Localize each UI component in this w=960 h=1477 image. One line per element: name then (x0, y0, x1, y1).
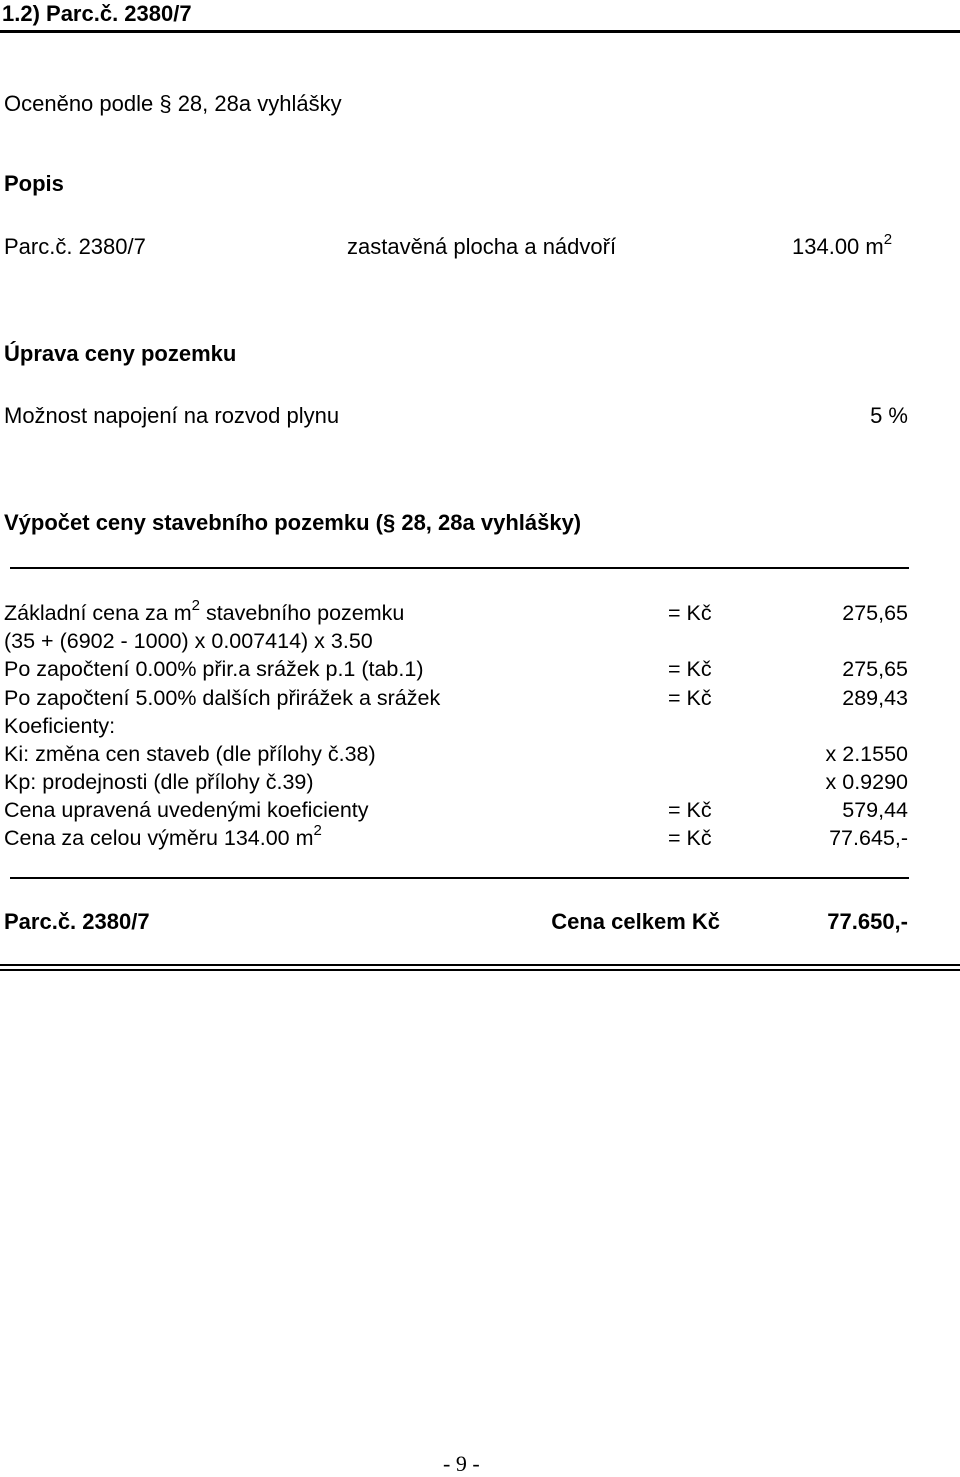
step1-value: 275,65 (842, 657, 908, 681)
coefficients-heading: Koeficienty: (4, 714, 116, 738)
ki-value: x 2.1550 (825, 742, 908, 766)
summary-value: 77.650,- (827, 909, 908, 934)
section-title: 1.2) Parc.č. 2380/7 (2, 1, 192, 26)
base-price-value: 275,65 (842, 601, 908, 625)
adjustment-value: 5 % (870, 403, 908, 428)
total-area-eq: = Kč (668, 826, 712, 850)
adjustment-label: Možnost napojení na rozvod plynu (4, 403, 340, 428)
base-price-label: Základní cena za $m^2$ stavebního pozemku (4, 596, 405, 625)
summary-parcel: Parc.č. 2380/7 (4, 909, 150, 934)
total-area-value: 77.645,- (829, 826, 908, 850)
step2-label: Po započtení 5.00% dalších přirážek a srážek (4, 686, 441, 710)
step2-value: 289,43 (842, 686, 908, 710)
popis-heading: Popis (4, 171, 64, 196)
calculation-rule-bottom (10, 877, 909, 879)
kp-value: x 0.9290 (825, 770, 908, 794)
parcel-id: Parc.č. 2380/7 (4, 234, 146, 259)
header-rule (0, 30, 960, 33)
summary-label: Cena celkem Kč (551, 909, 720, 934)
page-number: - 9 - (443, 1451, 480, 1476)
summary-double-rule-1 (0, 964, 960, 966)
step1-label: Po započtení 0.00% přir.a srážek p.1 (tab.1) (4, 657, 424, 681)
area-superscript: 2 (883, 230, 893, 248)
kp-label: Kp: prodejnosti (dle přílohy č.39) (4, 770, 314, 794)
ki-label: Ki: změna cen staveb (dle přílohy č.38) (4, 742, 376, 766)
adjustment-heading: Úprava ceny pozemku (4, 341, 237, 366)
adjusted-price-value: 579,44 (842, 798, 908, 822)
adjusted-price-eq: = Kč (668, 798, 712, 822)
step2-eq: = Kč (668, 686, 712, 710)
calculation-heading: Výpočet ceny stavebního pozemku (§ 28, 28a vyhlášky) (4, 510, 582, 535)
step1-eq: = Kč (668, 657, 712, 681)
calculation-rule-top (10, 567, 909, 569)
parcel-area: 134.00 $m^2$ (792, 230, 893, 259)
adjusted-price-label: Cena upravená uvedenými koeficienty (4, 798, 369, 822)
base-price-formula: (35 + (6902 - 1000) x 0.007414) x 3.50 (4, 629, 373, 653)
parcel-type: zastavěná plocha a nádvoří (347, 234, 617, 259)
base-price-eq: = Kč (668, 601, 712, 625)
total-area-label: Cena za celou výměru 134.00 $m^2$ (4, 821, 322, 850)
summary-double-rule-2 (0, 969, 960, 971)
valuation-basis: Oceněno podle § 28, 28a vyhlášky (4, 91, 342, 116)
